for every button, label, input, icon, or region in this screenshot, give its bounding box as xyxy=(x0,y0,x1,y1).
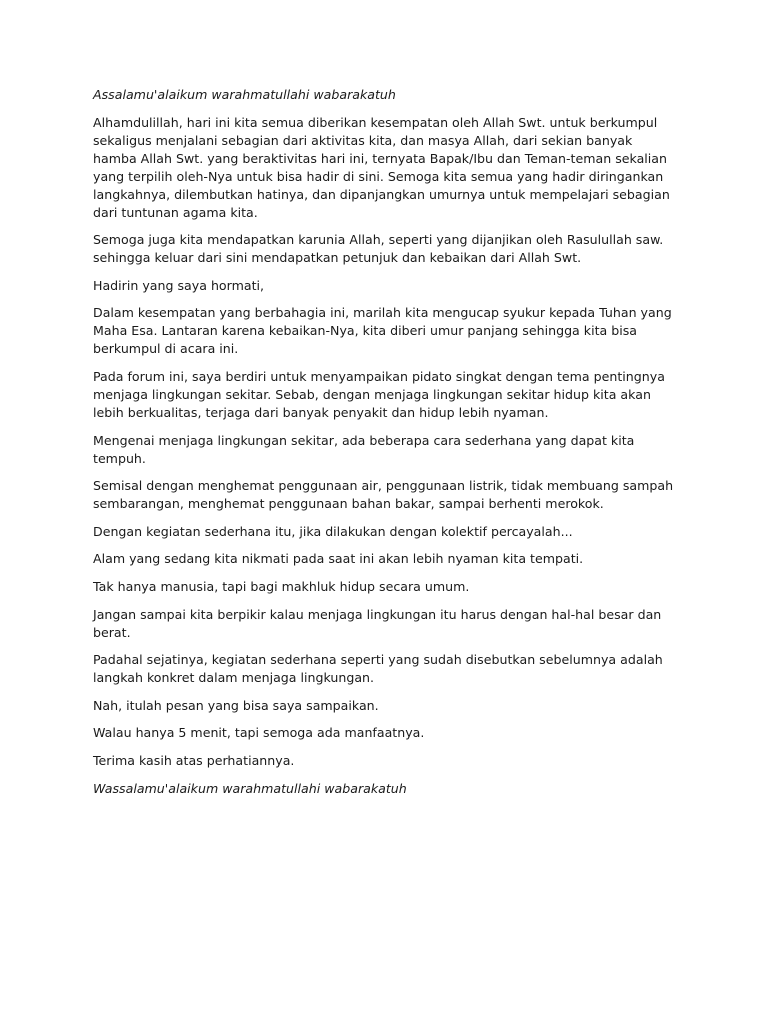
paragraph-12: Padahal sejatinya, kegiatan sederhana seperti yang sudah disebutkan sebelumnya adalah langkah konkret dalam menjaga lingkungan. xyxy=(93,652,663,686)
paragraph-15: Terima kasih atas perhatiannya. xyxy=(93,752,295,768)
paragraph-13: Nah, itulah pesan yang bisa saya sampaikan. xyxy=(93,697,379,713)
paragraph-3: Hadirin yang saya hormati, xyxy=(93,277,265,293)
paragraph-9: Alam yang sedang kita nikmati pada saat ini akan lebih nyaman kita tempati. xyxy=(93,551,584,567)
paragraph-6: Mengenai menjaga lingkungan sekitar, ada beberapa cara sederhana yang dapat kita tempuh. xyxy=(93,432,635,466)
paragraph-2: Semoga juga kita mendapatkan karunia Allah, seperti yang dijanjikan oleh Rasulullah saw. sehingga keluar dari sini mendapatkan petunjuk dan kebaikan dari Allah Swt. xyxy=(93,232,664,266)
greeting: Assalamu'alaikum warahmatullahi wabarakatuh xyxy=(93,87,396,102)
paragraph-5: Pada forum ini, saya berdiri untuk menyampaikan pidato singkat dengan tema pentingnya menjaga lingkungan sekitar. Sebab, dengan menjaga lingkungan sekitar hidup kita akan lebih berkualitas, terjaga dari banyak penyakit dan hidup lebih nyaman. xyxy=(93,368,665,420)
paragraph-7: Semisal dengan menghemat penggunaan air, penggunaan listrik, tidak membuang sampah sembarangan, menghemat penggunaan bahan bakar, sampai berhenti merokok. xyxy=(93,478,674,512)
paragraph-8: Dengan kegiatan sederhana itu, jika dilakukan dengan kolektif percayalah... xyxy=(93,523,573,539)
paragraph-11: Jangan sampai kita berpikir kalau menjaga lingkungan itu harus dengan hal-hal besar dan berat. xyxy=(93,606,662,640)
paragraph-10: Tak hanya manusia, tapi bagi makhluk hidup secara umum. xyxy=(93,578,470,594)
paragraph-4: Dalam kesempatan yang berbahagia ini, marilah kita mengucap syukur kepada Tuhan yang Maha Esa. Lantaran karena kebaikan-Nya, kita diberi umur panjang sehingga kita bisa berkumpul di acara ini. xyxy=(93,305,672,357)
closing: Wassalamu'alaikum warahmatullahi wabarakatuh xyxy=(93,780,407,796)
paragraph-1: Alhamdulillah, hari ini kita semua diberikan kesempatan oleh Allah Swt. untuk berkumpul sekaligus menjalani sebagian dari aktivitas kita, dan masya Allah, dari sekian banyak hamba Allah Swt. yang beraktivitas hari ini, ternyata Bapak/Ibu dan Teman-teman sekalian yang terpilih oleh-Nya untuk bisa hadir di sini. Semoga kita semua yang hadir diringankan langkahnya, dilembutkan hatinya, dan dipanjangkan umurnya untuk mempelajari sebagian dari tuntunan agama kita. xyxy=(93,114,670,220)
paragraph-14: Walau hanya 5 menit, tapi semoga ada manfaatnya. xyxy=(93,725,425,741)
